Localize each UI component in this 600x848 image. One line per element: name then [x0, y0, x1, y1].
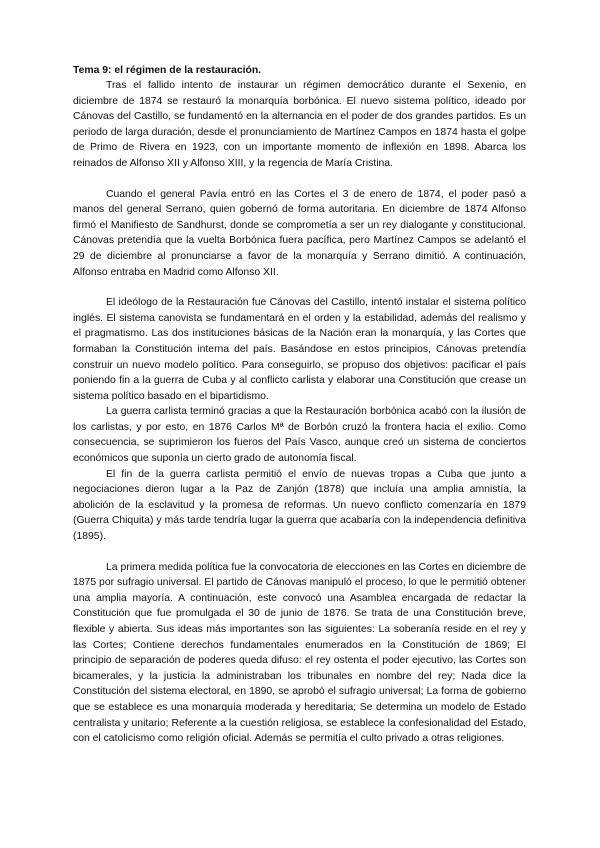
paragraph-constitution: La primera medida política fue la convocatoria de elecciones en las Cortes en diciembre de 1875 por sufragio universal. El partido de Cánovas manipuló el proceso, lo que le permitió obtener una amplia mayoría. A continuación, este convocó una Asamblea encargada de redactar la Constitución que fue promulgada el 30 de junio de 1876. Se trata de una Constitución breve, flexible y abierta. Sus ideas más importantes son las siguientes: La soberanía reside en el rey y las Cortes; Contiene derechos fundamentales enumerados en la Constitución de 1869; El principio de separación de poderes queda difuso: el rey ostenta el poder ejecutivo, las Cortes son bicamerales, y la justicia la administraban los tribunales en nombre del rey; Nada dice la Constitución del sistema electoral, en 1890, se aprobó el sufragio universal; La forma de gobierno que se establece es una monarquía moderada y hereditaria; Se determina un modelo de Estado centralista y unitario; Referente a la cuestión religiosa, se establece la confesionalidad del Estado, con el catolicismo como religión oficial. Además se permitía el culto privado a otras religiones.: [73, 561, 526, 745]
paragraph-gap: [73, 545, 526, 560]
document-title: Tema 9: el régimen de la restauración.: [73, 65, 262, 76]
paragraph-pavia: Cuando el general Pavía entró en las Cortes el 3 de enero de 1874, el poder pasó a manos del general Serrano, quien gobernó de forma autoritaria. En diciembre de 1874 Alfonso firmó el Manifiesto de Sandhurst, donde se comprometía a ser un rey dialogante y constitucional. Cánovas pretendía que la vuelta Borbónica fuera pacífica, pero Martínez Campos se adelantó el 29 de diciembre al pronunciarse a favor de la monarquía y Serrano dimitió. A continuación, Alfonso entraba en Madrid como Alfonso XII.: [73, 188, 526, 278]
paragraph-cuba: El fin de la guerra carlista permitió el envío de nuevas tropas a Cuba que junto a negociaciones dieron lugar a la Paz de Zanjón (1878) que incluía una amplia amnistía, la abolición de la esclavitud y la promesa de reformas. Un nuevo conflicto comenzaría en 1879 (Guerra Chiquita) y más tarde tendría lugar la guerra que acabaría con la independencia definitiva (1895).: [73, 468, 526, 543]
paragraph-gap: [73, 280, 526, 295]
document-page: [73, 63, 526, 747]
paragraph-intro: Tras el fallido intento de instaurar un régimen democrático durante el Sexenio, en diciembre de 1874 se restauró la monarquía borbónica. El nuevo sistema político, ideado por Cánovas del Castillo, se fundamentó en la alternancia en el poder de dos grandes partidos. Es un periodo de larga duración, desde el pronunciamiento de Martínez Campos en 1874 hasta el golpe de Primo de Rivera en 1923, con un importante momento de inflexión en 1898. Abarca los reinados de Alfonso XII y Alfonso XIII, y la regencia de María Cristina.: [73, 80, 526, 169]
paragraph-carlist-war: La guerra carlista terminó gracias a que la Restauración borbónica acabó con la ilusión de los carlistas, y por esto, en 1876 Carlos Mª de Borbón cruzó la frontera hacia el exilio. Como consecuencia, se suprimieron los fueros del País Vasco, aunque creó un sistema de conciertos económicos que suponía un cierto grado de autonomía fiscal.: [73, 406, 526, 465]
paragraph-canovas-ideology: El ideólogo de la Restauración fue Cánovas del Castillo, intentó instalar el sistema político inglés. El sistema canovista se fundamentará en el orden y la estabilidad, además del realismo y el pragmatismo. Las dos instituciones básicas de la Nación eran la monarquía, y las Cortes que formaban la Constitución interna del país. Basándose en estos principios, Cánovas pretendía construir un nuevo modelo político. Para conseguirlo, se propuso dos objetivos: pacificar el país poniendo fin a la guerra de Cuba y al conflicto carlista y elaborar una Constitución que crease un sistema político basado en el bipartidismo.: [73, 297, 526, 402]
paragraph-gap: [73, 172, 526, 187]
